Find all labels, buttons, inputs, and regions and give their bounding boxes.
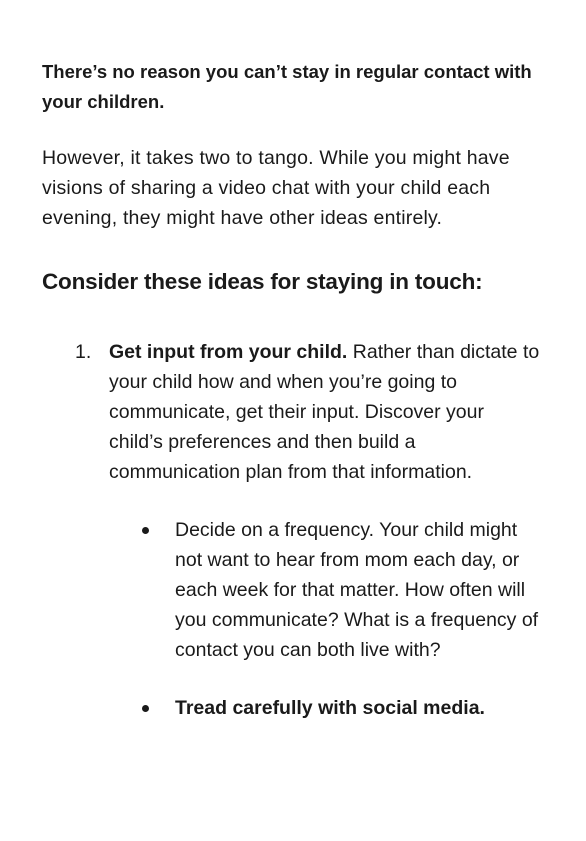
- list-number: 1.: [75, 341, 92, 363]
- ideas-list: [42, 337, 542, 723]
- bullet-item: [109, 515, 542, 665]
- section-heading: Consider these ideas for staying in touch:: [42, 269, 483, 294]
- bullet-dot-icon: [142, 527, 149, 534]
- lead-statement: There’s no reason you can’t stay in regular contact with your children.: [42, 61, 532, 112]
- intro-paragraph: However, it takes two to tango. While you might have visions of sharing a video chat with your child each evening, they might have other ideas entirely.: [42, 147, 510, 229]
- document-page: [42, 57, 542, 723]
- sub-bullet-list: [109, 515, 542, 723]
- bullet-text: Tread carefully with social media.: [175, 697, 485, 719]
- bullet-item: [109, 693, 542, 723]
- bullet-text: Decide on a frequency. Your child might not want to hear from mom each day, or each week for that matter. How often will you communicate? What is a frequency of contact you can both live with?: [175, 519, 539, 661]
- list-item: [42, 337, 542, 723]
- bullet-dot-icon: [142, 705, 149, 712]
- list-item-lead: Get input from your child.: [109, 341, 348, 363]
- list-item-text: Rather than dictate to your child how and when you’re going to communicate, get their input. Discover your child’s preferences and then build a communication plan from that information.: [109, 341, 540, 483]
